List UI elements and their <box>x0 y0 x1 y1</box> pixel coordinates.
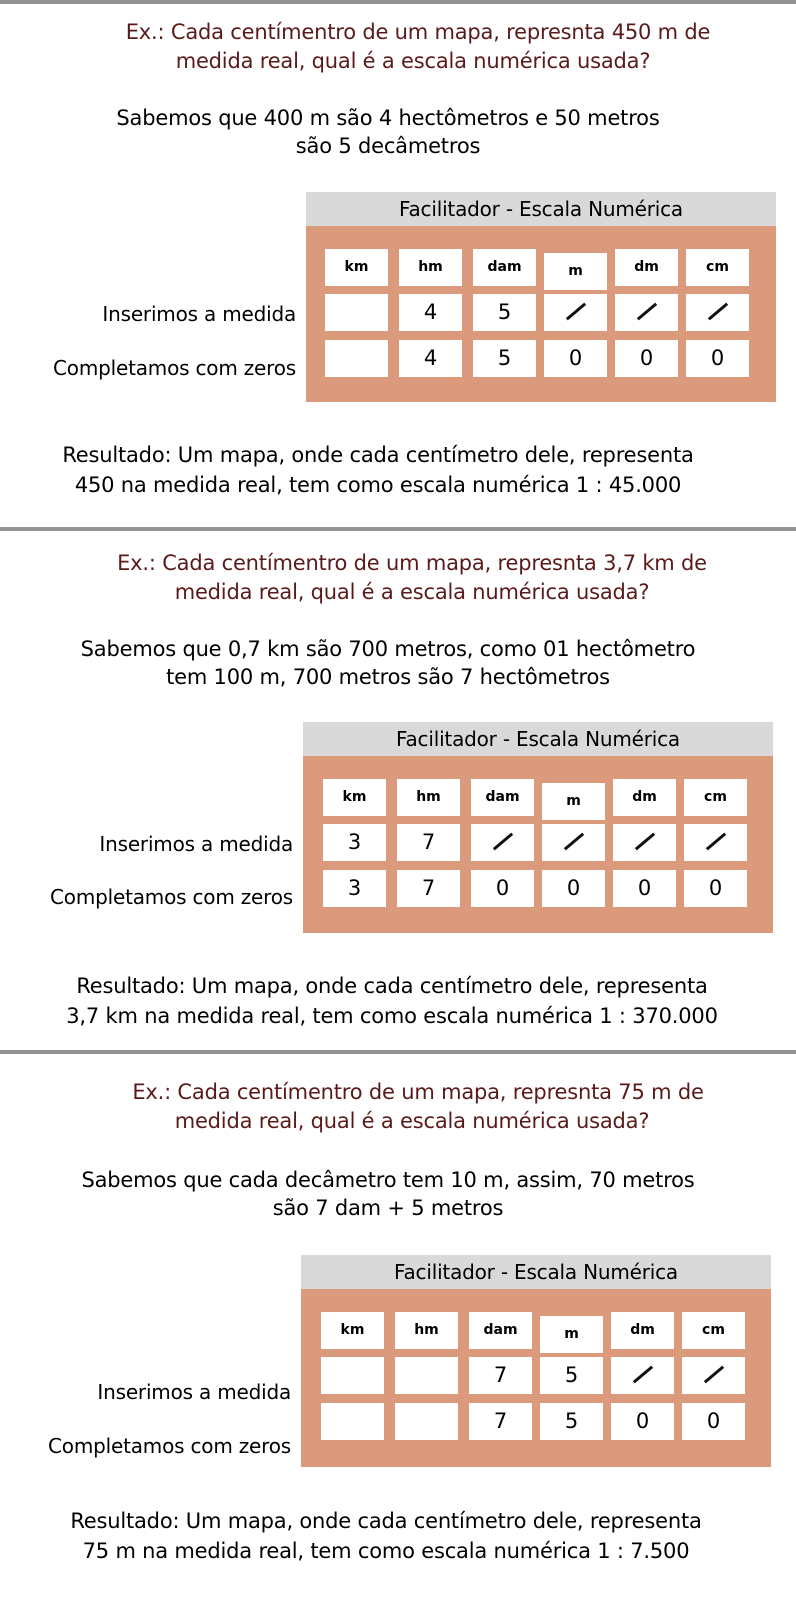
row-label-complete: Completamos com zeros <box>53 356 296 380</box>
slash-mark-icon <box>492 832 512 850</box>
unit-header-cm: cm <box>682 1312 745 1349</box>
unit-header-hm: hm <box>399 249 462 286</box>
question-line-1: Ex.: Cada centímentro de um mapa, represnta 450 m de <box>125 20 711 44</box>
example-2 <box>0 531 796 1051</box>
explanation-line-1: Sabemos que 0,7 km são 700 metros, como 01 hectômetro <box>80 637 696 661</box>
unit-header-cm: cm <box>684 779 747 816</box>
insert-cell-dm <box>611 1357 674 1394</box>
slash-mark-icon <box>632 1365 652 1383</box>
slash-mark-icon <box>563 832 583 850</box>
explanation-line-1: Sabemos que 400 m são 4 hectômetros e 50 metros <box>116 106 660 130</box>
unit-header-cm: cm <box>686 249 749 286</box>
facilitator-table-title: Facilitador - Escala Numérica <box>306 192 776 226</box>
unit-header-dm: dm <box>613 779 676 816</box>
slash-mark-icon <box>565 302 585 320</box>
insert-cell-hm <box>395 1357 458 1394</box>
complete-cell-hm: 4 <box>399 340 462 377</box>
insert-cell-km: 3 <box>323 824 386 861</box>
slash-mark-icon <box>707 302 727 320</box>
complete-cell-km <box>325 340 388 377</box>
result-line-2: 75 m na medida real, tem como escala numérica 1 : 7.500 <box>82 1539 690 1563</box>
example-3-result <box>0 1506 772 1566</box>
example-1-question <box>0 18 796 76</box>
explanation-line-2: são 7 dam + 5 metros <box>272 1196 504 1220</box>
insert-cell-km <box>325 294 388 331</box>
unit-header-hm: hm <box>395 1312 458 1349</box>
row-label-complete: Completamos com zeros <box>50 885 293 909</box>
unit-header-dam: dam <box>471 779 534 816</box>
result-line-1: Resultado: Um mapa, onde cada centímetro dele, representa <box>62 443 694 467</box>
insert-cell-km <box>321 1357 384 1394</box>
complete-cell-dam: 0 <box>471 870 534 907</box>
insert-cell-cm <box>684 824 747 861</box>
result-line-1: Resultado: Um mapa, onde cada centímetro dele, representa <box>70 1509 702 1533</box>
row-label-insert: Inserimos a medida <box>97 1380 291 1404</box>
complete-cell-km <box>321 1403 384 1440</box>
insert-cell-m: 5 <box>540 1357 603 1394</box>
question-line-2: medida real, qual é a escala numérica usada? <box>174 580 650 604</box>
unit-header-m: m <box>542 783 605 820</box>
unit-header-dam: dam <box>469 1312 532 1349</box>
insert-cell-m <box>544 294 607 331</box>
example-3 <box>0 1054 796 1606</box>
insert-cell-cm <box>682 1357 745 1394</box>
complete-cell-dam: 7 <box>469 1403 532 1440</box>
row-label-insert: Inserimos a medida <box>99 832 293 856</box>
complete-cell-cm: 0 <box>682 1403 745 1440</box>
example-3-explanation <box>0 1166 796 1222</box>
facilitator-table-title: Facilitador - Escala Numérica <box>301 1255 771 1289</box>
unit-header-km: km <box>325 249 388 286</box>
example-1 <box>0 0 796 528</box>
unit-header-dm: dm <box>611 1312 674 1349</box>
complete-cell-km: 3 <box>323 870 386 907</box>
complete-cell-cm: 0 <box>684 870 747 907</box>
result-line-1: Resultado: Um mapa, onde cada centímetro dele, representa <box>76 974 708 998</box>
unit-header-m: m <box>544 253 607 290</box>
example-3-question <box>0 1078 796 1136</box>
example-2-result <box>0 971 784 1031</box>
result-line-2: 3,7 km na medida real, tem como escala numérica 1 : 370.000 <box>66 1004 718 1028</box>
complete-cell-m: 0 <box>544 340 607 377</box>
slash-mark-icon <box>636 302 656 320</box>
result-line-2: 450 na medida real, tem como escala numérica 1 : 45.000 <box>74 473 682 497</box>
slash-mark-icon <box>634 832 654 850</box>
insert-cell-m <box>542 824 605 861</box>
insert-cell-cm <box>686 294 749 331</box>
unit-header-dam: dam <box>473 249 536 286</box>
insert-cell-hm: 4 <box>399 294 462 331</box>
insert-cell-dam: 7 <box>469 1357 532 1394</box>
unit-header-hm: hm <box>397 779 460 816</box>
facilitator-table <box>306 192 776 402</box>
example-1-result <box>0 440 756 500</box>
complete-cell-m: 0 <box>542 870 605 907</box>
question-line-1: Ex.: Cada centímentro de um mapa, represnta 3,7 km de <box>117 551 707 575</box>
example-2-explanation <box>0 635 796 691</box>
slash-mark-icon <box>705 832 725 850</box>
facilitator-table <box>301 1255 771 1467</box>
complete-cell-dm: 0 <box>613 870 676 907</box>
insert-cell-dam: 5 <box>473 294 536 331</box>
unit-header-km: km <box>323 779 386 816</box>
complete-cell-hm: 7 <box>397 870 460 907</box>
explanation-line-2: tem 100 m, 700 metros são 7 hectômetros <box>166 665 610 689</box>
facilitator-table <box>303 722 773 933</box>
complete-cell-hm <box>395 1403 458 1440</box>
unit-header-dm: dm <box>615 249 678 286</box>
complete-cell-dam: 5 <box>473 340 536 377</box>
explanation-line-2: são 5 decâmetros <box>295 134 481 158</box>
facilitator-table-title: Facilitador - Escala Numérica <box>303 722 773 756</box>
row-label-insert: Inserimos a medida <box>102 302 296 326</box>
question-line-2: medida real, qual é a escala numérica usada? <box>175 49 651 73</box>
question-line-2: medida real, qual é a escala numérica usada? <box>174 1109 650 1133</box>
example-1-explanation <box>0 104 796 160</box>
example-2-question <box>0 549 796 607</box>
insert-cell-dm <box>613 824 676 861</box>
question-line-1: Ex.: Cada centímentro de um mapa, represnta 75 m de <box>132 1080 704 1104</box>
insert-cell-hm: 7 <box>397 824 460 861</box>
complete-cell-m: 5 <box>540 1403 603 1440</box>
insert-cell-dm <box>615 294 678 331</box>
explanation-line-1: Sabemos que cada decâmetro tem 10 m, assim, 70 metros <box>81 1168 695 1192</box>
complete-cell-dm: 0 <box>611 1403 674 1440</box>
complete-cell-cm: 0 <box>686 340 749 377</box>
row-label-complete: Completamos com zeros <box>48 1434 291 1458</box>
insert-cell-dam <box>471 824 534 861</box>
unit-header-km: km <box>321 1312 384 1349</box>
complete-cell-dm: 0 <box>615 340 678 377</box>
slash-mark-icon <box>703 1365 723 1383</box>
unit-header-m: m <box>540 1316 603 1353</box>
